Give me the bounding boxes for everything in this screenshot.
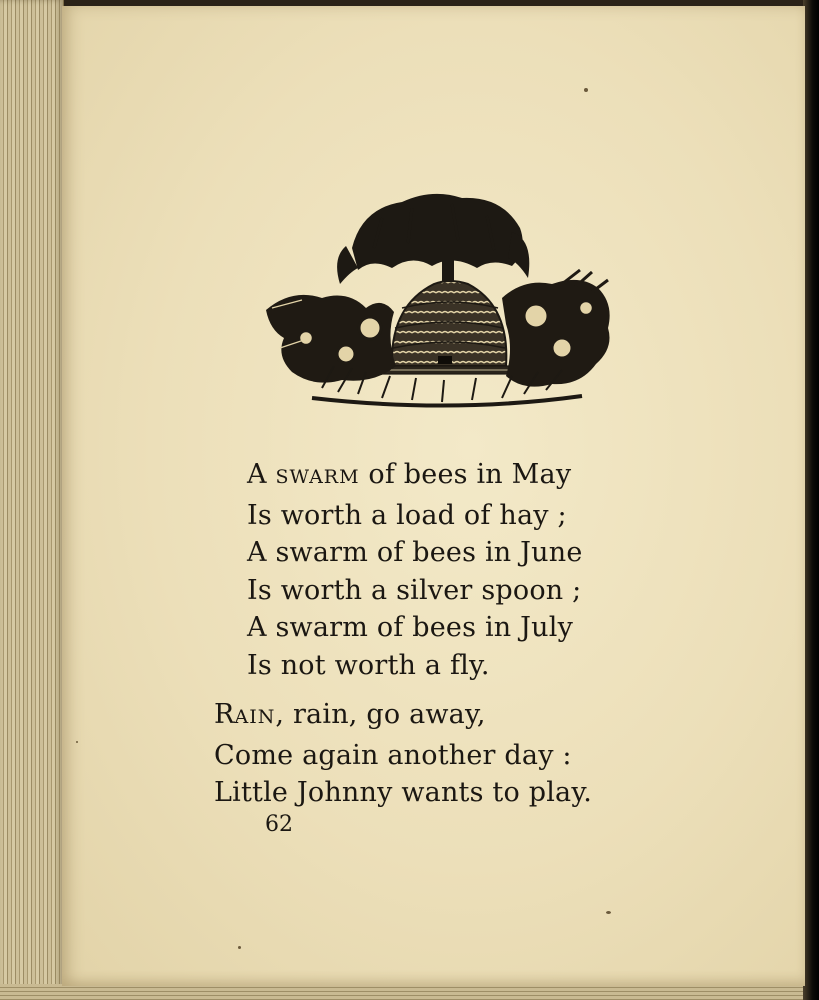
- verse-line: Is not worth a fly.: [247, 649, 490, 681]
- verse-line: A SWARM of bees in May: [247, 459, 572, 490]
- beehive-skep: [392, 281, 506, 366]
- verse-swarm-of-bees: [247, 456, 583, 684]
- paper-speck: [584, 88, 588, 92]
- page-edges-left: [0, 0, 64, 1000]
- verse-line: Little Johnny wants to play.: [214, 777, 592, 808]
- verse-line: Is worth a silver spoon ;: [247, 574, 582, 606]
- book-binding-edge: [803, 0, 819, 1000]
- page-number: 62: [265, 812, 293, 837]
- verse-line: A swarm of bees in June: [247, 537, 583, 568]
- page-edges-bottom: [0, 984, 805, 1000]
- beehive-woodcut-illustration: [262, 188, 614, 418]
- smallcaps-word: SWARM: [275, 466, 360, 488]
- verse-line: Come again another day :: [214, 739, 572, 771]
- smallcaps-word: AIN: [234, 706, 276, 728]
- verse-line: Is worth a load of hay ;: [247, 499, 567, 531]
- paper-speck: [606, 911, 611, 914]
- verse-rain-rain-go-away: [214, 696, 592, 812]
- book-page: [62, 6, 805, 986]
- verse-line: A swarm of bees in July: [247, 612, 574, 643]
- tree-canopy: [337, 194, 529, 284]
- paper-speck: [76, 741, 78, 743]
- paper-speck: [238, 946, 241, 949]
- right-foliage: [502, 270, 610, 387]
- verse-line: RAIN, rain, go away,: [214, 699, 486, 730]
